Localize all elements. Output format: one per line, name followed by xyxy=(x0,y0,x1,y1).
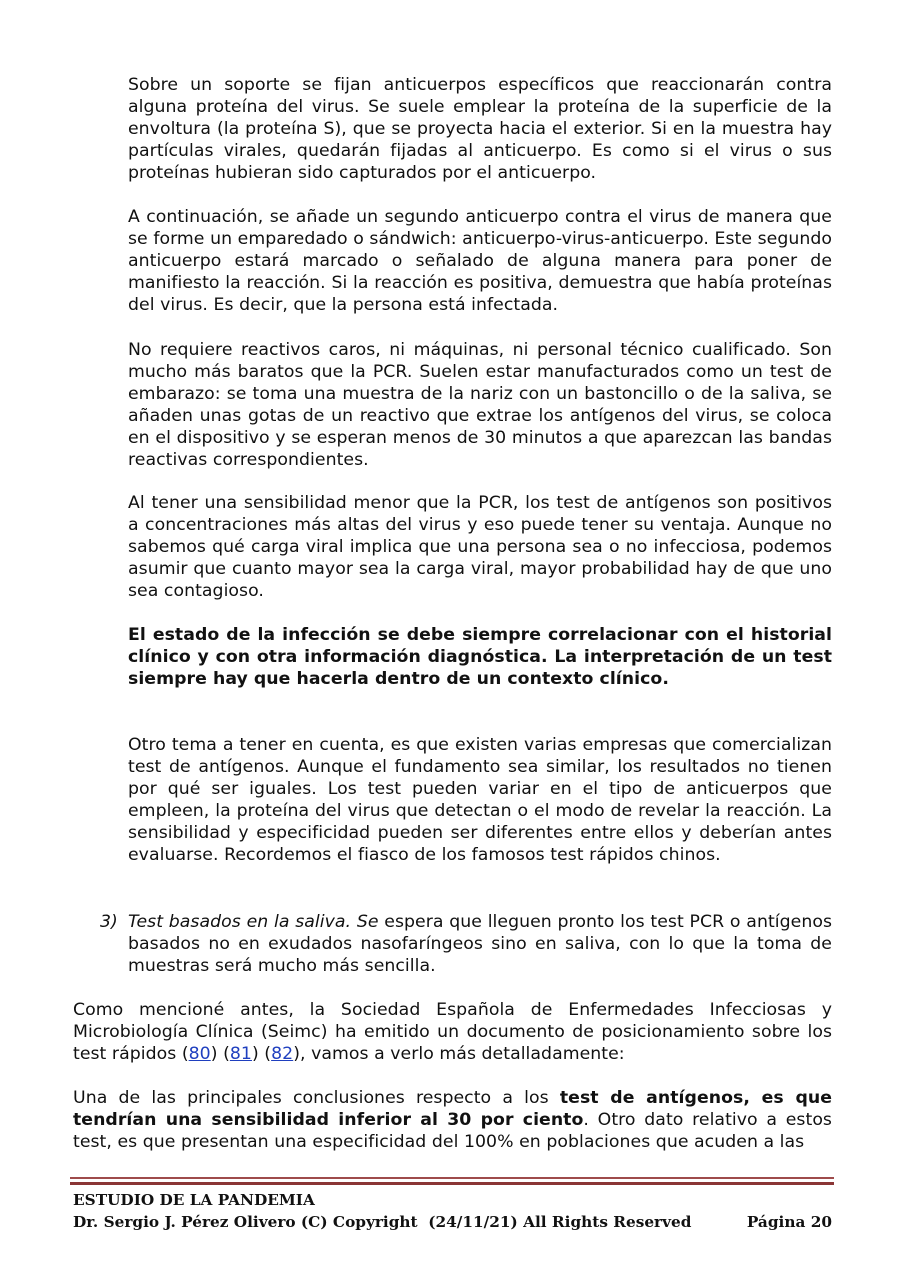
footer-copyright: Dr. Sergio J. Pérez Olivero (C) Copyright (24/11/21) All Rights Reserved xyxy=(73,1213,692,1231)
paragraph-cost xyxy=(128,339,832,471)
paragraph-text: Al tener una sensibilidad menor que la PCR, los test de antígenos son positivos a concentraciones más altas del virus y eso puede tener su ventaja. Aunque no sabemos qué carga viral implica que una persona sea o no infecciosa, podemos asumir que cuanto mayor sea la carga viral, mayor probabilidad hay de que uno sea contagioso. xyxy=(128,493,832,601)
list-item-saliva-tests xyxy=(97,911,832,977)
list-item-title-end: . Se xyxy=(345,912,379,932)
paragraph-text: . Otro dato relativo a estos test, es que presentan una especificidad del 100% en poblaciones que acuden a las xyxy=(73,1110,832,1152)
footer-divider-bottom xyxy=(70,1182,834,1185)
paragraph-text: Otro tema a tener en cuenta, es que existen varias empresas que comercializan test de antígenos. Aunque el fundamento sea similar, los resultados no tienen por qué ser iguales. Los test pueden variar en el tipo de anticuerpos que empleen, la proteína del virus que detectan o el modo de revelar la reacción. La sensibilidad y especificidad pueden ser diferentes entre ellos y deberían antes evaluarse. Recordemos el fiasco de los famosos test rápidos chinos. xyxy=(128,735,832,865)
paragraph-second-antibody xyxy=(128,206,832,316)
list-number: 3) xyxy=(100,912,118,932)
paragraph-text: A continuación, se añade un segundo anticuerpo contra el virus de manera que se forme un emparedado o sándwich: anticuerpo-virus-anticuerpo. Este segundo anticuerpo estará marcado o señalado de alguna manera para poner de manifiesto la reacción. Si la reacción es positiva, demuestra que había proteínas del virus. Es decir, que la persona está infectada. xyxy=(128,207,832,315)
paragraph-sensitivity xyxy=(128,492,832,602)
paragraph-text: ), vamos a verlo más detalladamente: xyxy=(293,1044,625,1064)
reference-separator: ) ( xyxy=(251,1044,272,1064)
paragraph-seimc xyxy=(73,999,832,1065)
list-item-text: espera que lleguen pronto los test PCR o antígenos basados no en exudados nasofaríngeos sino en saliva, con lo que la toma de muestras será mucho más sencilla. xyxy=(128,912,833,976)
reference-separator: ) ( xyxy=(210,1044,230,1064)
reference-link-82[interactable]: 82 xyxy=(271,1044,294,1064)
paragraph-text: Como mencioné antes, la Sociedad Española de Enfermedades Infecciosas y Microbiología Clínica (Seimc) ha emitido un documento de posicionamiento sobre los test rápidos ( xyxy=(73,1000,832,1064)
footer-title: ESTUDIO DE LA PANDEMIA xyxy=(73,1191,315,1209)
paragraph-companies xyxy=(128,734,832,866)
paragraph-clinical-context-bold xyxy=(128,624,832,690)
paragraph-conclusions xyxy=(73,1087,832,1153)
reference-link-81[interactable]: 81 xyxy=(229,1044,252,1064)
list-item-title: Test basados en la saliva xyxy=(128,912,346,932)
footer-divider-top xyxy=(70,1177,834,1179)
paragraph-text: El estado de la infección se debe siempre correlacionar con el historial clínico y con otra información diagnóstica. La interpretación de un test siempre hay que hacerla dentro de un contexto clínico. xyxy=(128,625,832,689)
paragraph-bold-text: test de antígenos, es que tendrían una sensibilidad inferior al 30 por ciento xyxy=(73,1088,832,1130)
page-number: Página 20 xyxy=(746,1213,832,1231)
paragraph-text: Una de las principales conclusiones respecto a los xyxy=(73,1088,560,1108)
paragraph-antigen-support xyxy=(128,74,832,184)
paragraph-text: Sobre un soporte se fijan anticuerpos específicos que reaccionarán contra alguna proteína del virus. Se suele emplear la proteína de la superficie de la envoltura (la proteína S), que se proyecta hacia el exterior. Si en la muestra hay partículas virales, quedarán fijadas al anticuerpo. Es como si el virus o sus proteínas hubieran sido capturados por el anticuerpo. xyxy=(128,75,832,183)
paragraph-text: No requiere reactivos caros, ni máquinas, ni personal técnico cualificado. Son mucho más baratos que la PCR. Suelen estar manufacturados como un test de embarazo: se toma una muestra de la nariz con un bastoncillo o de la saliva, se añaden unas gotas de un reactivo que extrae los antígenos del virus, se coloca en el dispositivo y se esperan menos de 30 minutos a que aparezcan las bandas reactivas correspondientes. xyxy=(128,340,832,470)
reference-link-80[interactable]: 80 xyxy=(188,1044,211,1064)
